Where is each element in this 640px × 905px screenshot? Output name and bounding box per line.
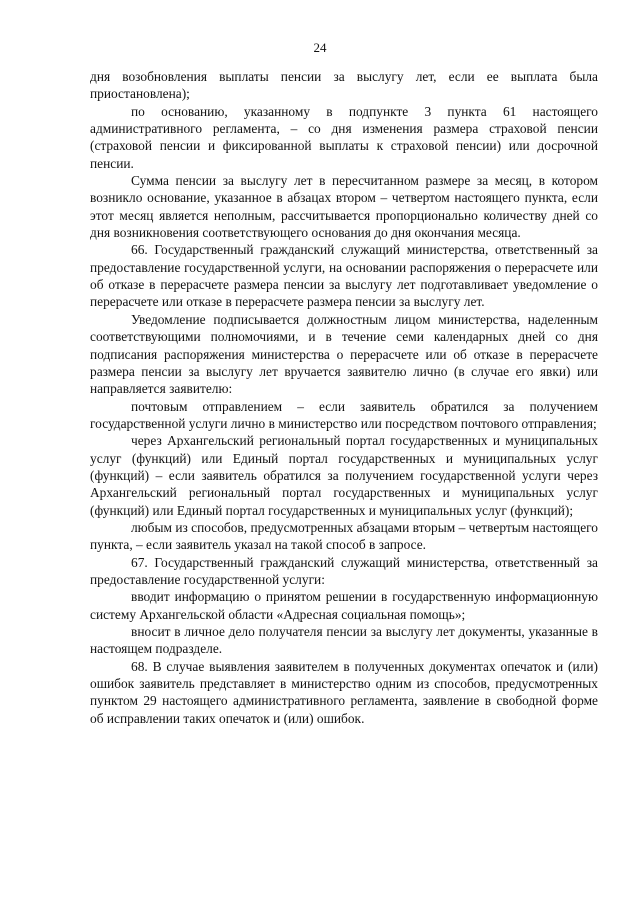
page-number: 24 <box>313 40 327 55</box>
paragraph: Уведомление подписывается должностным лицом министерства, наделенным соответствующими полномочиями, и в течение семи календарных дней со дня подписания распоряжения министерства о перерасчете или об отказе в перерасчете размера пенсии за выслугу лет вручается заявителю лично (в случае его явки) или направляется заявителю: <box>90 311 598 397</box>
paragraph: через Архангельский региональный портал государственных и муниципальных услуг (функций) или Единый портал государственных и муниципальных услуг (функций) – если заявитель обратился за получением государственной услуги через Архангельский региональный портал государственных и муниципальных услуг (функций) или Единый портал государственных и муниципальных услуг (функций); <box>90 433 598 518</box>
paragraph: по основанию, указанному в подпункте 3 пункта 61 настоящего административного регламента, – со дня изменения размера страховой пенсии (страховой пенсии и фиксированной выплаты к страховой пенсии) или досрочной пенсии. <box>90 103 598 171</box>
paragraph-item-66: 66. Государственный гражданский служащий министерства, ответственный за предоставление государственной услуги, на основании распоряжения о перерасчете или об отказе в перерасчете размера пенсии за выслугу лет подготавливает уведомление о перерасчете или отказе в перерасчете размера пенсии за выслугу лет. <box>90 242 598 310</box>
paragraph: вносит в личное дело получателя пенсии за выслугу лет документы, указанные в настоящем подразделе. <box>90 624 598 657</box>
paragraph-item-67: 67. Государственный гражданский служащий министерства, ответственный за предоставление государственной услуги: <box>90 554 598 587</box>
paragraph: вводит информацию о принятом решении в государственную информационную систему Архангельской области «Адресная социальная помощь»; <box>90 589 598 622</box>
body-text <box>90 68 598 727</box>
paragraph: Сумма пенсии за выслугу лет в пересчитанном размере за месяц, в котором возникло основание, указанное в абзацах втором – четвертом настоящего пункта, если этот месяц является неполным, рассчитывается пропорционально количеству дней со дня возникновения соответствующего основания до дня окончания месяца. <box>90 173 598 241</box>
paragraph-item-68: 68. В случае выявления заявителем в полученных документах опечаток и (или) ошибок заявитель представляет в министерство одним из способов, предусмотренных пунктом 29 настоящего административного регламента, заявление в свободной форме об исправлении таких опечаток и (или) ошибок. <box>90 658 598 726</box>
paragraph-continuation: дня возобновления выплаты пенсии за выслугу лет, если ее выплата была приостановлена); <box>90 69 598 102</box>
paragraph: почтовым отправлением – если заявитель обратился за получением государственной услуги лично в министерство или посредством почтового отправления; <box>90 398 598 431</box>
paragraph: любым из способов, предусмотренных абзацами вторым – четвертым настоящего пункта, – если заявитель указал на такой способ в запросе. <box>90 519 598 553</box>
